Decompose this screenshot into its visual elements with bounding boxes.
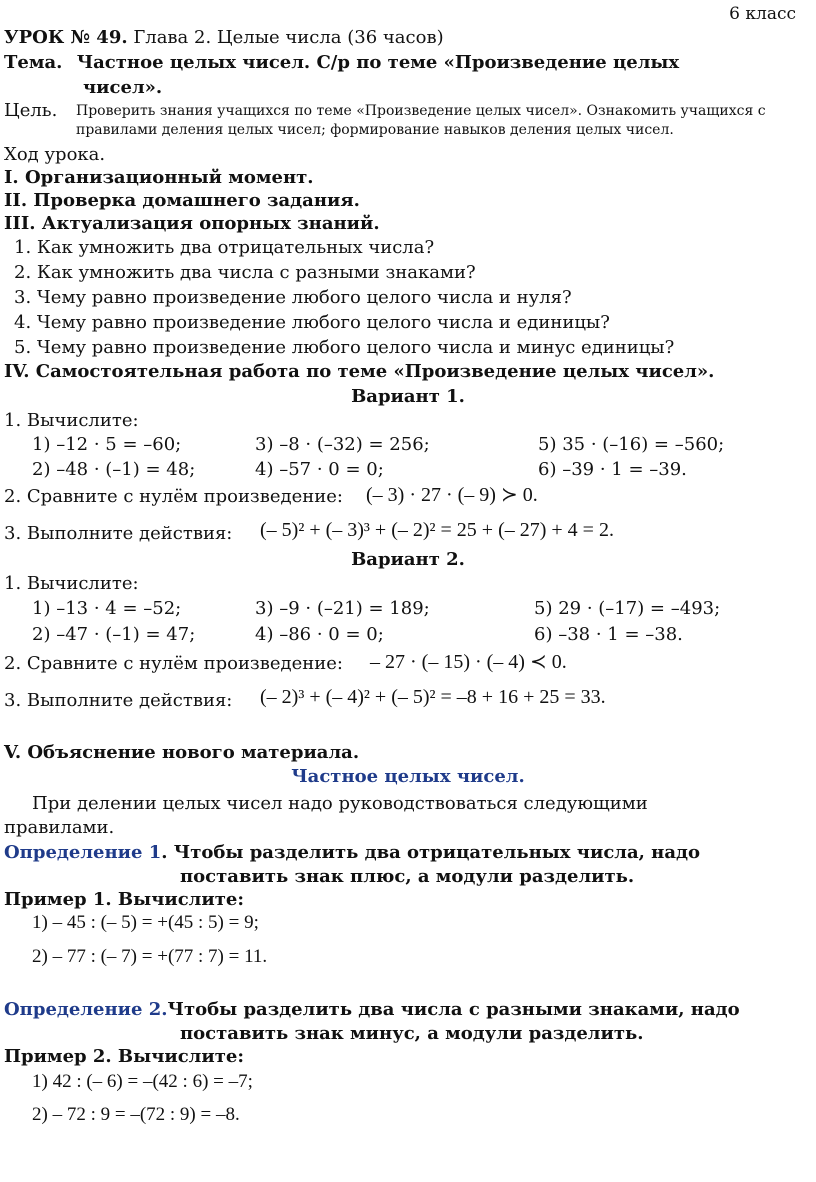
variant-2-item: 1) –13 · 4 = –52;: [32, 598, 182, 619]
variant-1-item: 4) –57 · 0 = 0;: [255, 459, 384, 480]
goal-text-line-2: правилами деления целых чисел; формирование навыков деления целых чисел.: [76, 122, 674, 138]
definition-1: [4, 842, 700, 863]
section-5-heading: V. Объяснение нового материала.: [4, 742, 360, 763]
definition-2-label: Определение 2.: [4, 999, 168, 1020]
grade-label: 6 класс: [729, 4, 796, 24]
variant-1-item: 1) –12 · 5 = –60;: [32, 434, 182, 455]
goal-label: Цель.: [4, 100, 58, 121]
definition-1-label: Определение 1: [4, 842, 162, 863]
definition-1-text: . Чтобы разделить два отрицательных числа, надо: [161, 842, 701, 863]
definition-2-text: Чтобы разделить два числа с разными знаками, надо: [167, 999, 740, 1020]
variant-2-task-2: 2. Сравните с нулём произведение:: [4, 653, 343, 674]
question-1: 1. Как умножить два отрицательных числа?: [14, 237, 435, 258]
section-2-heading: II. Проверка домашнего задания.: [4, 190, 360, 211]
lesson-number: УРОК № 49.: [4, 27, 128, 48]
variant-2-item: 3) –9 · (–21) = 189;: [255, 598, 430, 619]
intro-text-line-2: правилами.: [4, 817, 115, 838]
variant-2-item: 4) –86 · 0 = 0;: [255, 624, 384, 645]
question-5: 5. Чему равно произведение любого целого числа и минус единицы?: [14, 337, 675, 358]
section-4-heading: IV. Самостоятельная работа по теме «Произведение целых чисел».: [4, 361, 715, 382]
example-1-item-2: 2) – 77 : (– 7) = +(77 : 7) = 11.: [32, 946, 268, 967]
definition-1-text-continued: поставить знак плюс, а модули разделить.: [180, 866, 635, 887]
variant-1-task-2: 2. Сравните с нулём произведение:: [4, 486, 343, 507]
variant-1-task-3: 3. Выполните действия:: [4, 523, 233, 544]
section-3-heading: III. Актуализация опорных знаний.: [4, 213, 380, 234]
variant-2-item: 2) –47 · (–1) = 47;: [32, 624, 196, 645]
lesson-heading: [4, 27, 444, 48]
variant-2-task-1: 1. Вычислите:: [4, 573, 139, 594]
topic-label: Тема.: [4, 52, 63, 73]
intro-text-line-1: При делении целых чисел надо руководствоваться следующими: [32, 793, 648, 814]
question-2: 2. Как умножить два числа с разными знаками?: [14, 262, 476, 283]
example-2-item-2: 2) – 72 : 9 = –(72 : 9) = –8.: [32, 1104, 240, 1125]
plan-title: Ход урока.: [4, 144, 106, 165]
definition-2-text-continued: поставить знак минус, а модули разделить.: [180, 1023, 644, 1044]
variant-2-task-3: 3. Выполните действия:: [4, 690, 233, 711]
chapter-title: Глава 2. Целые числа (36 часов): [133, 27, 444, 48]
example-2-title: Пример 2. Вычислите:: [4, 1046, 244, 1067]
variant-1-item: 5) 35 · (–16) = –560;: [538, 434, 725, 455]
example-2-item-1: 1) 42 : (– 6) = –(42 : 6) = –7;: [32, 1071, 253, 1092]
variant-2-task-3-expression: (– 2)³ + (– 4)² + (– 5)² = –8 + 16 + 25 = 33.: [260, 686, 606, 708]
topic-text: Частное целых чисел. С/р по теме «Произведение целых: [76, 52, 680, 73]
topic-line: [4, 52, 679, 73]
variant-1-item: 2) –48 · (–1) = 48;: [32, 459, 196, 480]
variant-1-task-2-expression: (– 3) · 27 · (– 9) ≻ 0.: [366, 484, 538, 506]
variant-1-task-1: 1. Вычислите:: [4, 410, 139, 431]
section-1-heading: I. Организационный момент.: [4, 167, 314, 188]
example-1-item-1: 1) – 45 : (– 5) = +(45 : 5) = 9;: [32, 912, 259, 933]
variant-1-item: 3) –8 · (–32) = 256;: [255, 434, 430, 455]
variant-1-title: Вариант 1.: [351, 386, 465, 407]
question-3: 3. Чему равно произведение любого целого числа и нуля?: [14, 287, 572, 308]
variant-1-item: 6) –39 · 1 = –39.: [538, 459, 687, 480]
variant-1-task-3-expression: (– 5)² + (– 3)³ + (– 2)² = 25 + (– 27) + 4 = 2.: [260, 519, 614, 541]
definition-2: [4, 999, 740, 1020]
question-4: 4. Чему равно произведение любого целого числа и единицы?: [14, 312, 610, 333]
example-1-title: Пример 1. Вычислите:: [4, 889, 244, 910]
topic-text-continued: чисел».: [83, 77, 163, 98]
variant-2-task-2-expression: – 27 · (– 15) · (– 4) ≺ 0.: [370, 651, 567, 673]
variant-2-item: 5) 29 · (–17) = –493;: [534, 598, 721, 619]
variant-2-item: 6) –38 · 1 = –38.: [534, 624, 683, 645]
variant-2-title: Вариант 2.: [351, 549, 465, 570]
new-topic-title: Частное целых чисел.: [291, 766, 525, 787]
goal-text-line-1: Проверить знания учащихся по теме «Произведение целых чисел». Ознакомить учащихся с: [76, 103, 766, 119]
